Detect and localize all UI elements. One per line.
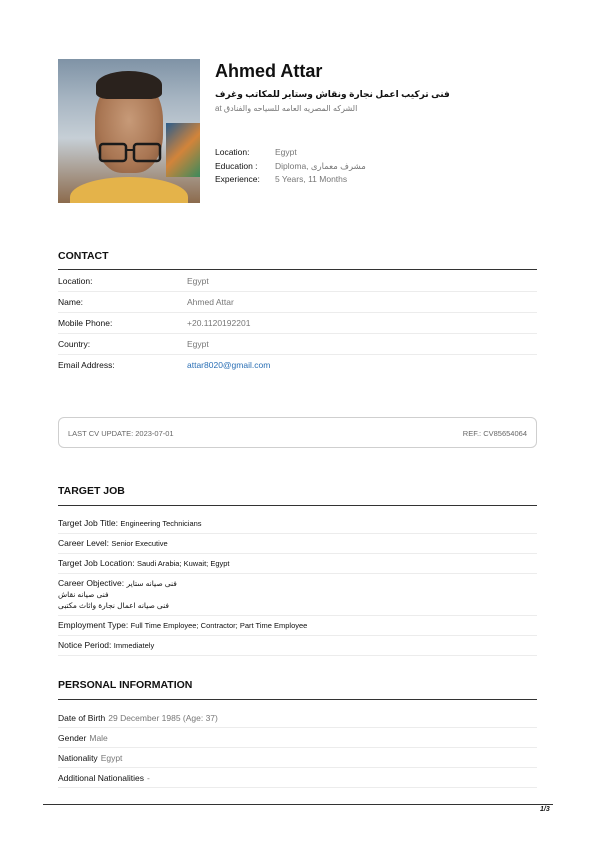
nationality-row — [58, 748, 537, 768]
row-value: Male — [89, 732, 108, 743]
row-label: Target Job Title: — [58, 518, 119, 528]
row-label: Career Objective: — [58, 578, 125, 588]
summary-value: Diploma, مشرف معمارى — [275, 160, 366, 171]
contact-label: Country: — [58, 339, 91, 349]
contact-value: Ahmed Attar — [187, 297, 234, 307]
contact-label: Location: — [58, 276, 93, 286]
summary-value: Egypt — [275, 147, 297, 157]
page-number: 1/3 — [540, 806, 550, 813]
row-label: Notice Period: — [58, 640, 112, 650]
row-value: Egypt — [100, 752, 123, 763]
profile-photo — [58, 59, 200, 203]
contact-row-email — [58, 355, 537, 375]
contact-divider — [58, 269, 537, 270]
background-poster — [166, 123, 200, 177]
personal-info-heading: PERSONAL INFORMATION — [58, 679, 193, 691]
row-label: Date of Birth — [58, 712, 106, 723]
contact-row-name — [58, 292, 537, 313]
contact-heading: CONTACT — [58, 250, 109, 262]
cv-update-box — [58, 417, 537, 448]
candidate-name: Ahmed Attar — [215, 61, 323, 81]
contact-row-country — [58, 334, 537, 355]
objective-line: فنى صيانه نقاش — [58, 590, 109, 599]
company-prefix: at — [215, 104, 222, 113]
summary-row — [215, 160, 366, 174]
contact-label: Email Address: — [58, 360, 115, 370]
summary-label: Location: — [215, 147, 250, 157]
company-name: الشركه المصريه العامه للسياحه والفنادق — [223, 104, 358, 113]
contact-label: Mobile Phone: — [58, 318, 113, 328]
reference-number: REF.: CV85654064 — [462, 429, 527, 438]
summary-value: 5 Years, 11 Months — [275, 174, 348, 184]
date-of-birth-row — [58, 708, 537, 728]
summary-row — [215, 146, 366, 160]
contact-value: +20.1120192201 — [187, 318, 251, 328]
objective-line: فنى صيانه اعمال نجارة واثاث مكتبى — [58, 601, 170, 610]
candidate-title: فنى تركيب اعمل نجارة ونقاش وستاير للمكاتب وغرف — [215, 89, 450, 99]
row-value: - — [147, 772, 150, 783]
email-link[interactable]: attar8020@gmail.com — [187, 360, 271, 370]
row-label: Nationality — [58, 752, 98, 763]
personal-info-divider — [58, 699, 537, 700]
contact-table — [58, 271, 537, 375]
row-value: Saudi Arabia; Kuwait; Egypt — [136, 559, 230, 568]
profile-summary — [215, 146, 366, 187]
career-objective-row — [58, 574, 537, 616]
contact-row-location — [58, 271, 537, 292]
target-job-heading: TARGET JOB — [58, 485, 125, 497]
target-job-title-row — [58, 514, 537, 534]
last-update-text: LAST CV UPDATE: 2023-07-01 — [68, 429, 174, 438]
current-company — [215, 104, 357, 113]
row-value: Engineering Technicians — [120, 519, 202, 528]
hair — [96, 71, 162, 99]
row-label: Gender — [58, 732, 87, 743]
objective-line: فنى صيانه ستاير — [126, 579, 177, 588]
career-level-row — [58, 534, 537, 554]
row-label: Additional Nationalities — [58, 772, 144, 783]
target-job-divider — [58, 505, 537, 506]
contact-value: Egypt — [187, 276, 209, 286]
summary-label: Experience: — [215, 174, 260, 184]
row-value: Full Time Employee; Contractor; Part Time Employee — [130, 621, 308, 630]
summary-row — [215, 173, 366, 187]
row-value: Immediately — [113, 641, 155, 650]
row-label: Employment Type: — [58, 620, 129, 630]
summary-label: Education : — [215, 160, 258, 171]
contact-value: Egypt — [187, 339, 209, 349]
contact-row-mobile — [58, 313, 537, 334]
personal-info-table — [58, 708, 537, 788]
footer-divider — [43, 804, 553, 805]
target-location-row — [58, 554, 537, 574]
employment-type-row — [58, 616, 537, 636]
row-label: Career Level: — [58, 538, 110, 548]
row-label: Target Job Location: — [58, 558, 135, 568]
glasses-icon — [98, 142, 162, 164]
shirt — [70, 177, 188, 203]
target-job-table — [58, 514, 537, 656]
notice-period-row — [58, 636, 537, 656]
row-value: 29 December 1985 (Age: 37) — [108, 712, 218, 723]
row-value: Senior Executive — [111, 539, 168, 548]
contact-label: Name: — [58, 297, 84, 307]
gender-row — [58, 728, 537, 748]
additional-nationalities-row — [58, 768, 537, 788]
